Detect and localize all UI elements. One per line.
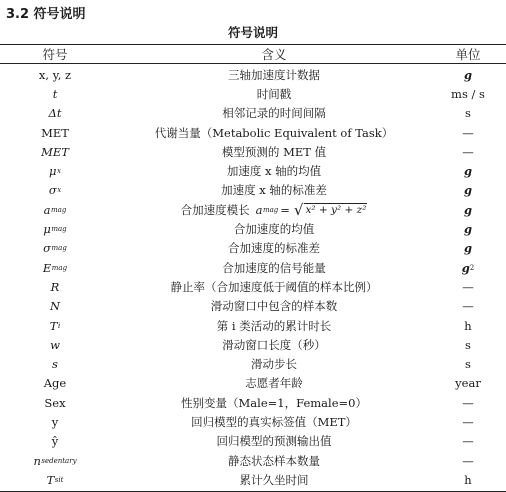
meaning-cell — [104, 374, 444, 393]
unit-text: s — [465, 337, 471, 352]
symbol-text: x, y, z — [38, 67, 72, 82]
meaning-text: 合加速度的信号能量 — [222, 260, 326, 275]
meaning-cell — [104, 432, 444, 451]
sqrt-icon: √ — [293, 200, 304, 219]
unit-cell — [432, 65, 504, 84]
meaning-text: 滑动窗口长度（秒） — [222, 337, 326, 352]
unit-text: g — [461, 260, 470, 275]
unit-cell — [432, 84, 504, 103]
unit-superscript: 2 — [469, 263, 475, 272]
symbol-cell — [10, 65, 100, 84]
meaning-text: 合加速度的均值 — [233, 222, 315, 237]
formula-subscript: mag — [262, 205, 279, 214]
header-meaning: 含义 — [261, 47, 287, 62]
table-row — [0, 219, 506, 238]
unit-text: s — [465, 357, 471, 372]
symbol-cell — [10, 123, 100, 142]
symbol-cell — [10, 316, 100, 335]
symbol-cell — [10, 412, 100, 431]
symbol-text: a — [43, 202, 51, 217]
symbol-text: y — [51, 414, 59, 429]
table-header-row — [0, 45, 506, 63]
meaning-cell — [104, 219, 444, 238]
symbol-subscript: sedentary — [41, 456, 77, 465]
symbol-table-body — [0, 65, 506, 490]
table-row — [0, 412, 506, 431]
table-row — [0, 335, 506, 354]
symbol-cell — [10, 239, 100, 258]
symbol-text: t — [52, 86, 58, 101]
unit-text: year — [455, 376, 481, 391]
unit-text: — — [462, 125, 474, 140]
symbol-subscript: sit — [54, 475, 64, 484]
symbol-cell — [10, 104, 100, 123]
symbol-cell — [10, 181, 100, 200]
symbol-cell — [10, 297, 100, 316]
table-row — [0, 258, 506, 277]
meaning-text: 滑动步长 — [251, 357, 297, 372]
unit-cell — [432, 200, 504, 219]
meaning-text: 累计久坐时间 — [239, 472, 309, 487]
meaning-cell — [104, 277, 444, 296]
symbol-text: T — [46, 472, 55, 487]
symbol-subscript: mag — [51, 244, 67, 253]
table-row — [0, 239, 506, 258]
unit-text: h — [464, 472, 472, 487]
table-row — [0, 277, 506, 296]
unit-text: — — [462, 453, 474, 468]
unit-text: — — [462, 144, 474, 159]
meaning-cell — [104, 142, 444, 161]
meaning-text: 滑动窗口中包含的样本数 — [210, 299, 338, 314]
table-row — [0, 393, 506, 412]
unit-text: g — [463, 202, 473, 217]
unit-cell — [432, 123, 504, 142]
meaning-text: 志愿者年龄 — [245, 376, 303, 391]
unit-cell — [432, 374, 504, 393]
symbol-cell — [10, 393, 100, 412]
table-row — [0, 104, 506, 123]
symbol-subscript: i — [57, 321, 61, 330]
meaning-text: 回归模型的真实标签值（MET） — [191, 414, 357, 429]
symbol-cell — [10, 200, 100, 219]
meaning-cell — [104, 84, 444, 103]
unit-cell — [432, 181, 504, 200]
unit-cell — [432, 219, 504, 238]
table-row — [0, 374, 506, 393]
unit-cell — [432, 316, 504, 335]
symbol-subscript: x — [57, 167, 61, 176]
symbol-cell — [10, 84, 100, 103]
unit-cell — [432, 142, 504, 161]
symbol-text: μ — [43, 222, 51, 237]
unit-text: g — [463, 164, 473, 179]
table-row — [0, 354, 506, 373]
symbol-cell — [10, 161, 100, 180]
meaning-cell — [104, 258, 444, 277]
meaning-cell — [104, 239, 444, 258]
formula-radicand: x² + y² + z² — [305, 204, 367, 217]
symbol-cell — [10, 432, 100, 451]
magnitude-formula — [256, 201, 368, 219]
unit-text: ms / s — [451, 86, 485, 101]
symbol-text: T — [49, 318, 58, 333]
table-row — [0, 316, 506, 335]
meaning-text: 模型预测的 MET 值 — [221, 144, 327, 159]
table-row — [0, 142, 506, 161]
meaning-text: 合加速度模长 — [180, 202, 250, 217]
meaning-cell — [104, 412, 444, 431]
unit-text: — — [462, 279, 474, 294]
unit-cell — [432, 277, 504, 296]
meaning-text: 代谢当量（Metabolic Equivalent of Task） — [154, 125, 394, 140]
table-caption: 符号说明 — [227, 25, 278, 40]
meaning-text: 三轴加速度计数据 — [228, 67, 320, 82]
symbol-text: Age — [43, 376, 67, 391]
table-row — [0, 84, 506, 103]
meaning-text: 加速度 x 轴的均值 — [226, 164, 322, 179]
header-symbol: 符号 — [42, 47, 68, 62]
section-title: 3.2 符号说明 — [6, 7, 86, 22]
symbol-cell — [10, 142, 100, 161]
unit-cell — [432, 335, 504, 354]
symbol-cell — [10, 219, 100, 238]
unit-text: h — [464, 318, 472, 333]
meaning-cell — [104, 104, 444, 123]
symbol-cell — [10, 374, 100, 393]
header-unit: 单位 — [455, 47, 481, 62]
symbol-text: s — [52, 357, 58, 372]
meaning-text: 相邻记录的时间间隔 — [222, 106, 326, 121]
table-row — [0, 123, 506, 142]
unit-cell — [432, 104, 504, 123]
symbol-text: μ — [49, 164, 57, 179]
unit-text: g — [463, 183, 473, 198]
unit-cell — [432, 161, 504, 180]
symbol-text: MET — [41, 144, 69, 159]
meaning-cell — [104, 451, 444, 470]
unit-cell — [432, 393, 504, 412]
formula-symbol: a — [255, 202, 263, 217]
meaning-text: 第 i 类活动的累计时长 — [216, 318, 332, 333]
meaning-text: 性别变量（Male=1，Female=0） — [181, 395, 367, 410]
symbol-cell — [10, 451, 100, 470]
unit-text: — — [462, 434, 474, 449]
symbol-text: n — [33, 453, 41, 468]
unit-cell — [432, 412, 504, 431]
meaning-cell — [104, 181, 444, 200]
symbol-text: MET — [41, 125, 69, 140]
symbol-subscript: mag — [51, 205, 67, 214]
unit-text: — — [462, 395, 474, 410]
meaning-cell — [104, 65, 444, 84]
symbol-text: E — [42, 260, 52, 275]
symbol-cell — [10, 470, 100, 489]
unit-text: s — [465, 106, 471, 121]
meaning-cell — [104, 335, 444, 354]
symbol-subscript: x — [57, 186, 62, 195]
table-row — [0, 470, 506, 489]
unit-text: g — [463, 67, 473, 82]
unit-cell — [432, 451, 504, 470]
unit-cell — [432, 470, 504, 489]
meaning-cell — [104, 393, 444, 412]
unit-cell — [432, 239, 504, 258]
meaning-cell — [104, 297, 444, 316]
unit-text: — — [462, 414, 474, 429]
table-row — [0, 451, 506, 470]
meaning-text: 合加速度的标准差 — [228, 241, 320, 256]
table-row — [0, 200, 506, 219]
table-header-rule — [0, 63, 506, 64]
symbol-text: σ — [43, 241, 52, 256]
table-row — [0, 65, 506, 84]
symbol-cell — [10, 258, 100, 277]
meaning-text: 回归模型的预测输出值 — [216, 434, 332, 449]
meaning-text: 静止率（合加速度低于阈值的样本比例） — [170, 279, 378, 294]
symbol-text: R — [50, 279, 60, 294]
unit-text: g — [463, 222, 473, 237]
symbol-cell — [10, 335, 100, 354]
symbol-text: w — [50, 337, 60, 352]
symbol-text: ŷ — [51, 434, 59, 449]
unit-cell — [432, 354, 504, 373]
meaning-cell — [104, 470, 444, 489]
meaning-text: 静态状态样本数量 — [228, 453, 320, 468]
symbol-cell — [10, 354, 100, 373]
meaning-cell — [104, 354, 444, 373]
symbol-cell — [10, 277, 100, 296]
unit-text: g — [463, 241, 473, 256]
formula-equals: = — [280, 202, 290, 217]
unit-text: — — [462, 299, 474, 314]
table-row — [0, 297, 506, 316]
meaning-cell — [104, 316, 444, 335]
symbol-text: σ — [48, 183, 57, 198]
symbol-text: Sex — [44, 395, 66, 410]
symbol-text: Δt — [48, 106, 62, 121]
unit-cell — [432, 258, 504, 277]
meaning-cell — [104, 161, 444, 180]
symbol-subscript: mag — [51, 263, 68, 272]
unit-cell — [432, 297, 504, 316]
meaning-text: 加速度 x 轴的标准差 — [221, 183, 327, 198]
meaning-cell — [104, 200, 444, 219]
meaning-cell — [104, 123, 444, 142]
unit-cell — [432, 432, 504, 451]
table-row — [0, 181, 506, 200]
symbol-text: N — [49, 299, 61, 314]
symbol-subscript: mag — [51, 225, 67, 234]
table-row — [0, 432, 506, 451]
table-row — [0, 161, 506, 180]
meaning-text: 时间戳 — [256, 86, 292, 101]
